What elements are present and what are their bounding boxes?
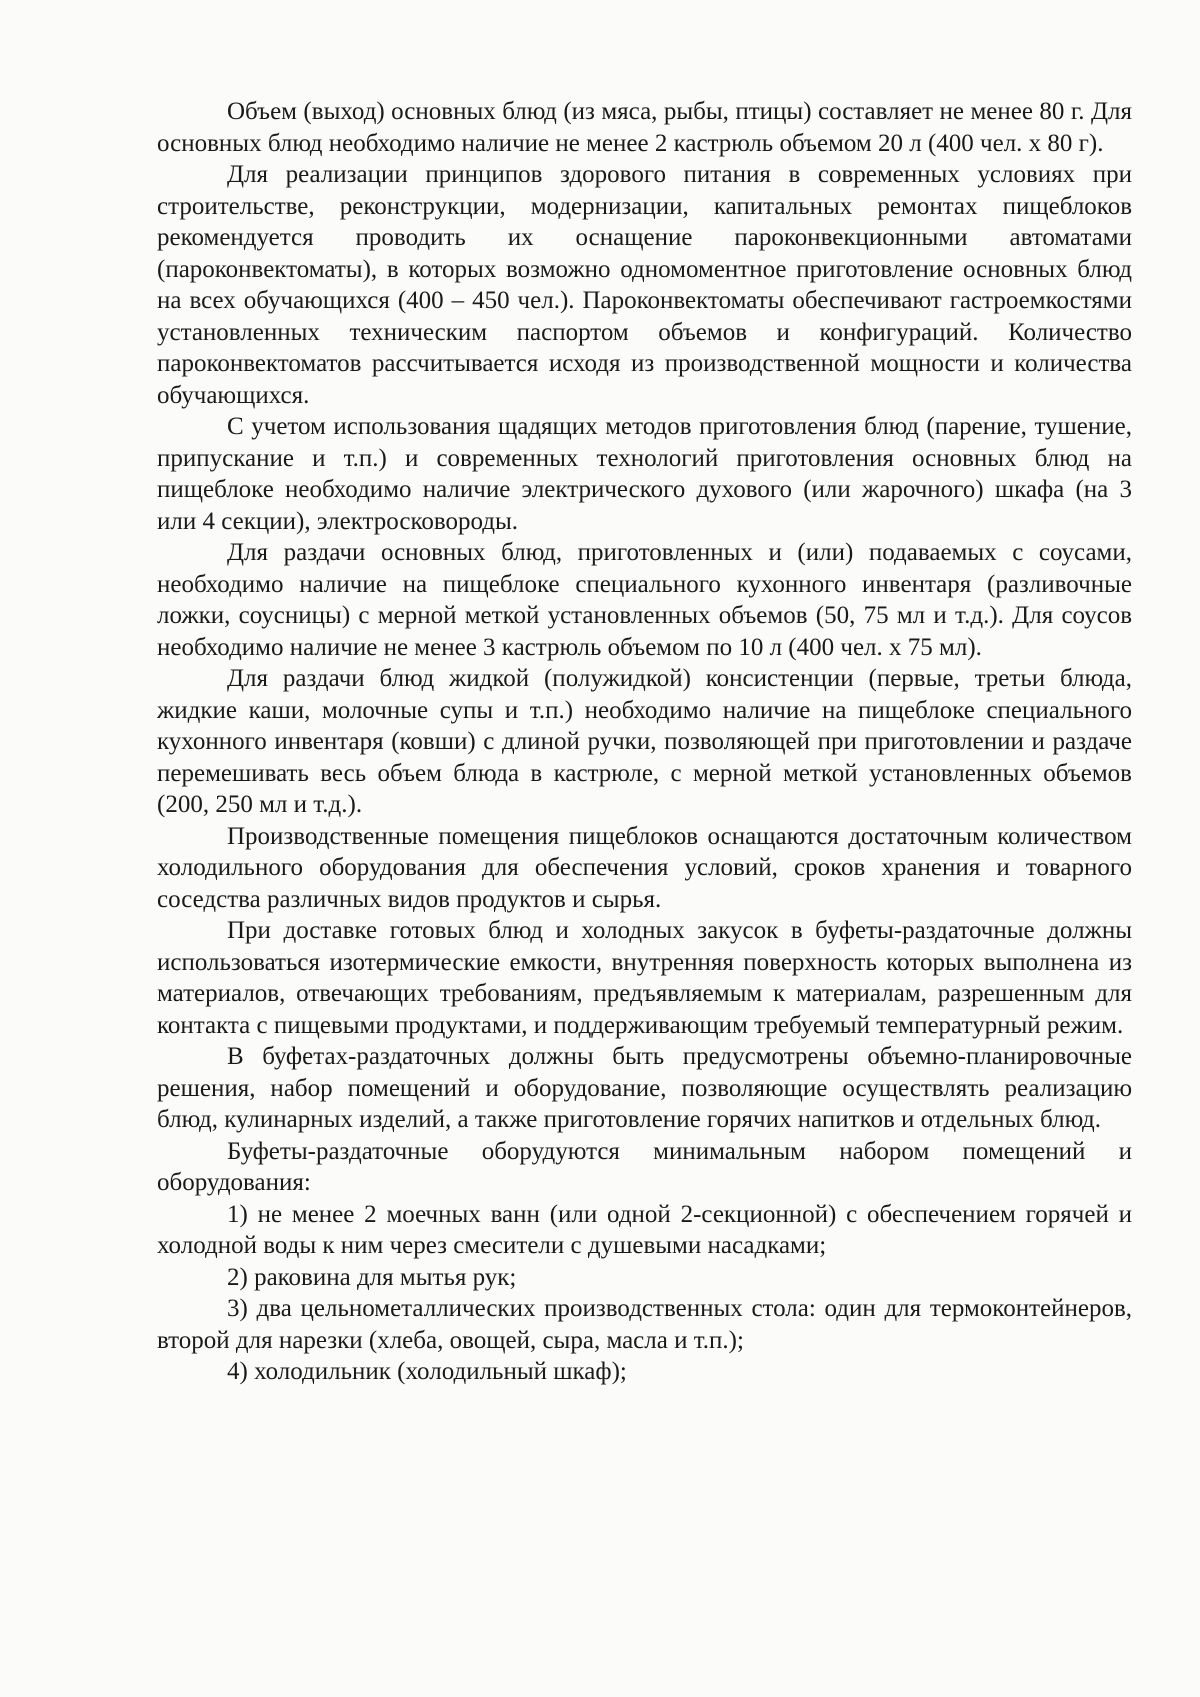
paragraph-cooking-methods: С учетом использования щадящих методов приготовления блюд (парение, тушение, припускание и т.п.) и современных технологий приготовления основных блюд на пищеблоке необходимо наличие электрического духового (или жарочного) шкафа (на 3 или 4 секции), электросковороды.	[157, 413, 1132, 535]
paragraph-buffet-equipment-intro: Буфеты-раздаточные оборудуются минимальным набором помещений и оборудования:	[157, 1137, 1132, 1196]
paragraph-buffet-layout: В буфетах-раздаточных должны быть предусмотрены объемно-планировочные решения, набор помещений и оборудование, позволяющие осуществлять реализацию блюд, кулинарных изделий, а также приготовление горячих напитков и отдельных блюд.	[157, 1043, 1132, 1133]
paragraph-refrigeration: Производственные помещения пищеблоков оснащаются достаточным количеством холодильного оборудования для обеспечения условий, сроков хранения и товарного соседства различных видов продуктов и сырья.	[157, 822, 1132, 913]
list-item-hand-sink: 2) раковина для мытья рук;	[227, 1263, 517, 1291]
paragraph-sauce-serving: Для раздачи основных блюд, приготовленных и (или) подаваемых с соусами, необходимо наличие на пищеблоке специального кухонного инвентаря (разливочные ложки, соусницы) с мерной меткой установленных объемов (50, 75 мл и т.д.). Для соусов необходимо наличие не менее 3 кастрюль объемом по 10 л (400 чел. х 75 мл).	[157, 539, 1132, 661]
list-item-metal-tables: 3) два цельнометаллических производственных стола: один для термоконтейнеров, второй для нарезки (хлеба, овощей, сыра, масла и т.п.);	[157, 1295, 1132, 1354]
paragraph-isothermal-containers: При доставке готовых блюд и холодных закусок в буфеты-раздаточные должны использоваться изотермические емкости, внутренняя поверхность которых выполнена из материалов, отвечающих требованиям, предъявляемым к материалам, разрешенным для контакта с пищевыми продуктами, и поддерживающим требуемый температурный режим.	[157, 917, 1132, 1039]
paragraph-liquid-dishes: Для раздачи блюд жидкой (полужидкой) консистенции (первые, третьи блюда, жидкие каши, молочные супы и т.п.) необходимо наличие на пищеблоке специального кухонного инвентаря (ковши) с длиной ручки, позволяющей при приготовлении и раздаче перемешивать весь объем блюда в кастрюле, с мерной меткой установленных объемов (200, 250 мл и т.д.).	[157, 665, 1132, 818]
paragraph-main-dish-volume: Объем (выход) основных блюд (из мяса, рыбы, птицы) составляет не менее 80 г. Для основных блюд необходимо наличие не менее 2 кастрюль объемом 20 л (400 чел. х 80 г).	[157, 98, 1132, 157]
paragraph-combi-steamers: Для реализации принципов здорового питания в современных условиях при строительстве, реконструкции, модернизации, капитальных ремонтах пищеблоков рекомендуется проводить их оснащение пароконвекционными автоматами (пароконвектоматы), в которых возможно одномоментное приготовление основных блюд на всех обучающихся (400 – 450 чел.). Пароконвектоматы обеспечивают гастроемкостями установленных техническим паспортом объемов и конфигураций. Количество пароконвектоматов рассчитывается исходя из производственной мощности и количества обучающихся.	[157, 161, 1132, 409]
document-body	[157, 96, 1132, 1388]
list-item-refrigerator: 4) холодильник (холодильный шкаф);	[227, 1358, 627, 1385]
list-item-wash-tubs: 1) не менее 2 моечных ванн (или одной 2-секционной) с обеспечением горячей и холодной воды к ним через смесители с душевыми насадками;	[157, 1200, 1132, 1259]
